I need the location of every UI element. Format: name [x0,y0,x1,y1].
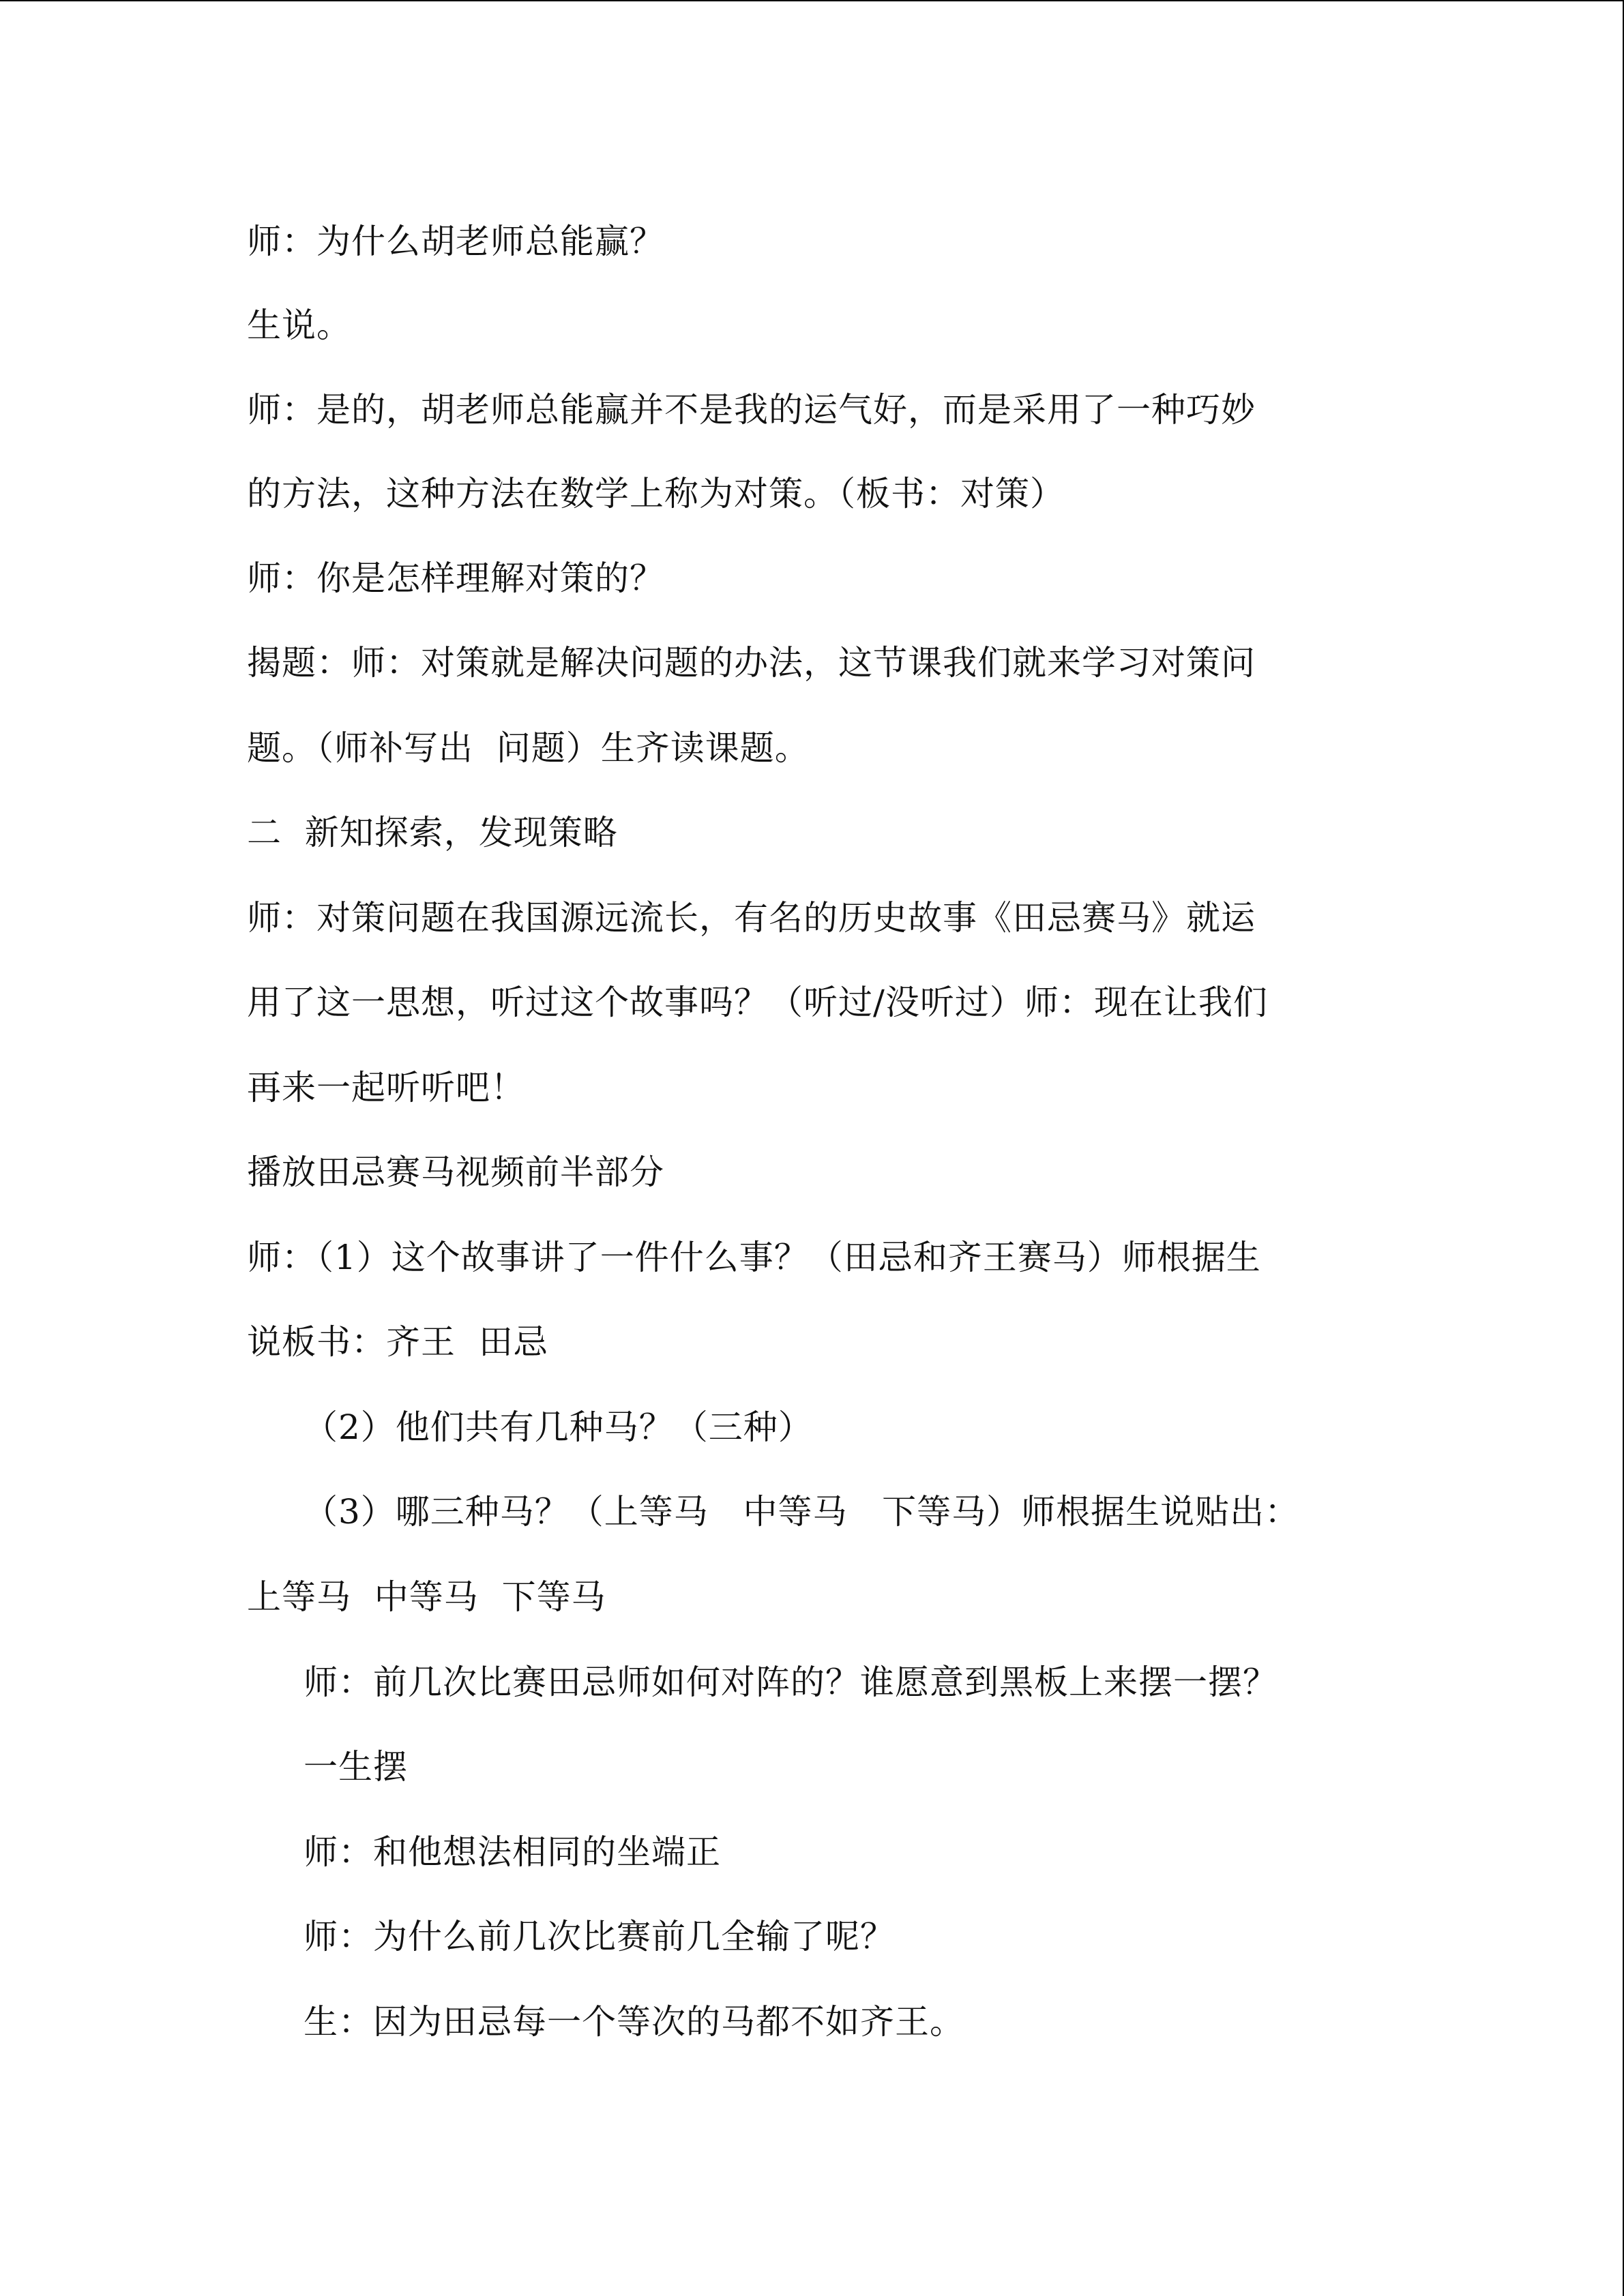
text-line: 播放田忌赛马视频前半部分 [247,1152,664,1192]
text-line: 师：和他想法相同的坐端正 [304,1832,721,1872]
text-line: 生：因为田忌每一个等次的马都不如齐王。 [304,2002,964,2042]
text-line: 题。（师补写出 问题）生齐读课题。 [247,728,810,768]
text-line: 师：（1）这个故事讲了一件什么事？（田忌和齐王赛马）师根据生 [247,1238,1261,1277]
text-line: 上等马 中等马 下等马 [247,1577,606,1617]
text-line: 的方法，这种方法在数学上称为对策。（板书：对策） [247,474,1065,513]
text-line: 师：前几次比赛田忌师如何对阵的？谁愿意到黑板上来摆一摆？ [304,1663,1278,1702]
text-line: 说板书：齐王 田忌 [247,1322,548,1362]
text-line: 用了这一思想，听过这个故事吗？（听过/没听过）师：现在让我们 [247,983,1268,1022]
text-line: （2）他们共有几种马？（三种） [304,1407,813,1447]
text-line: 师：为什么胡老师总能赢？ [247,222,664,261]
text-line: 师：为什么前几次比赛前几全输了呢？ [304,1917,895,1956]
section-heading: 二 新知探索，发现策略 [247,813,618,852]
text-line: 师：对策问题在我国源远流长，有名的历史故事《田忌赛马》就运 [247,898,1256,938]
text-line: （3）哪三种马？（上等马 中等马 下等马）师根据生说贴出： [304,1492,1300,1532]
text-line: 再来一起听听吧！ [247,1068,525,1107]
text-line: 揭题：师：对策就是解决问题的办法，这节课我们就来学习对策问 [247,643,1256,683]
text-line: 一生摆 [304,1747,408,1787]
text-line: 师：是的，胡老师总能赢并不是我的运气好，而是采用了一种巧妙 [247,390,1256,430]
text-line: 师：你是怎样理解对策的？ [247,558,664,598]
text-line: 生说。 [247,305,351,345]
